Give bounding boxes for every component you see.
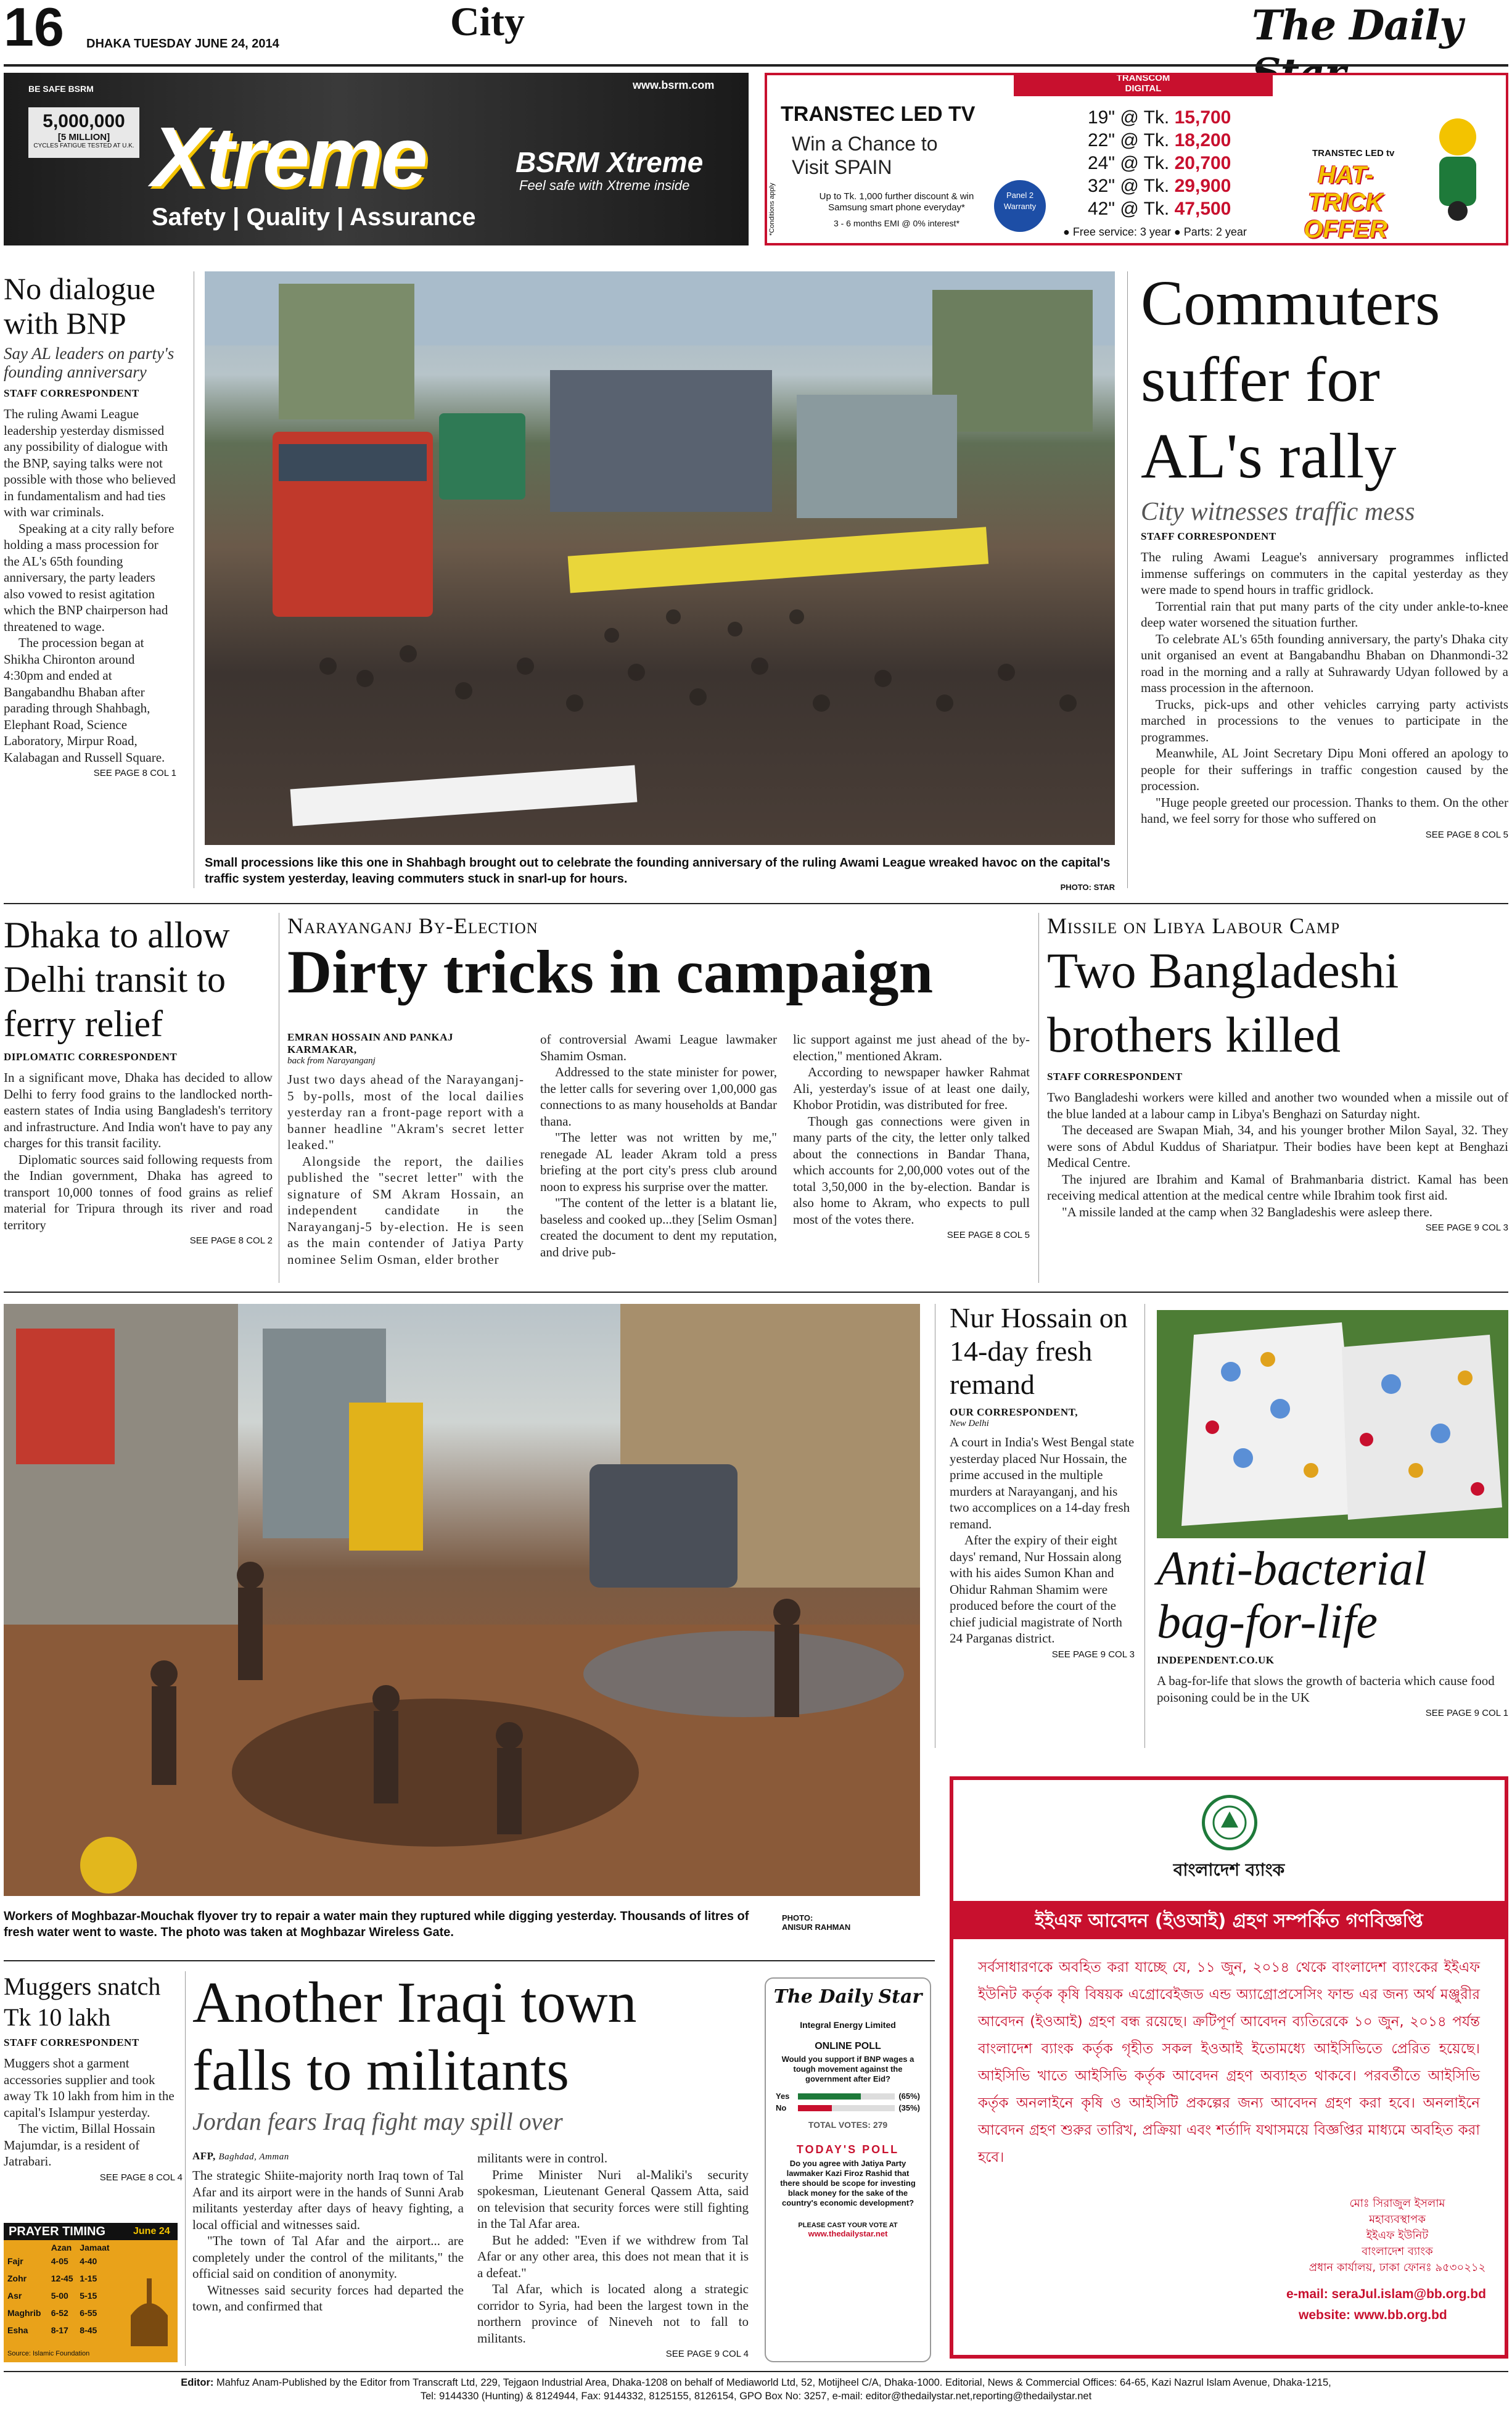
deck: Jordan fears Iraq fight may spill over — [192, 2108, 563, 2135]
transtec-brand: TRANSTEC LED TV — [781, 102, 976, 126]
paragraph: "Huge people greeted our procession. Thanks to them. On the other hand, we feel sorry for those who suffered on — [1141, 794, 1508, 826]
notice-body: সর্বসাধারণকে অবহিত করা যাচ্ছে যে, ১১ জুন, ২০১৪ থেকে বাংলাদেশ ব্যাংকের ইইএফ ইউনিট কর্তৃক কৃষি বিষয়ক এগ্রোবেইজড এন্ড অ্যাগ্রোপ্রসেসিং ফান্ড এর জন্য অর্থ মঞ্জুরীর আবেদন (ইওআই) গ্রহণ বন্ধ রয়েছে। ক্রটিপূর্ণ আবেদন ব্যতিরেকে ১০ জুন, ২০১৪ পর্যন্ত বাংলাদেশ ব্যাংক কর্তৃক গৃহীত সকল ইওআই ইতোমধ্যে আইসিভিতে প্রেরিত হয়েছে। আইসিভি খাতে আইসিভি কর্তৃক আবেদন গ্রহণ অব্যাহত থাকবে। পরবর্তীতে আইসিভি কর্তৃক অনলাইনে কৃষি ও আইসিটি প্রকল্পের জন্য আবেদন গ্রহণ করা হবে। অনলাইনে আবেদন গ্রহণ শুরুর তারিখ, প্রক্রিয়া এবং শর্তাদি যথাসময়ে বিজ্ঞপ্তির মাধ্যমে অবহিত করা হবে। — [978, 1960, 1480, 2166]
cycles-box — [28, 107, 139, 158]
story-body — [1047, 1089, 1508, 1220]
story-narayanganj — [287, 913, 1030, 1267]
paragraph: Though gas connections were given in many parts of the city, the letter only talked about the connections in Bandar Thana, which accounts for 2,00,000 votes out of the total 3,50,000 in the by-election. Bandar is also home to Akram, who expects to pull most of the votes there. — [793, 1113, 1030, 1227]
paragraph: The ruling Awami League's anniversary programmes inflicted immense sufferings on commuters in the capital yesterday as they were made to spend hours in traffic gridlock. — [1141, 550, 1508, 597]
story-body — [477, 2150, 749, 2346]
bank-name: বাংলাদেশ ব্যাংক — [1173, 1860, 1285, 1880]
paragraph: But he added: "Even if we withdrew from Tal Afar or any other area, this does not mean that it is a defeat." — [477, 2232, 749, 2280]
imprint — [4, 2376, 1508, 2403]
paragraph: The strategic Shiite-majority north Iraq town of Tal Afar and its airport were in the hands of Sunni Arab militants yesterday after days of heavy fighting, a local official and witnesses said. — [192, 2168, 464, 2232]
signatory-line: মোঃ সিরাজুল ইসলাম — [1349, 2197, 1445, 2210]
story-body — [287, 1071, 524, 1267]
see-page-link[interactable]: SEE PAGE 9 COL 4 — [665, 2349, 749, 2359]
rally-caption — [205, 855, 1115, 896]
bsrm-logo-sub: Feel safe with Xtreme inside — [519, 178, 690, 193]
poll-yes-row[interactable] — [776, 2092, 920, 2101]
paragraph: Trucks, pick-ups and other vehicles carrying party activists marched in processions to the venues to participate in the programmes. — [1141, 696, 1508, 744]
water-main-caption — [4, 1908, 774, 1940]
no-pct: (35%) — [898, 2103, 920, 2112]
bsrm-ad[interactable] — [4, 73, 749, 245]
yes-bar-fill — [798, 2093, 861, 2100]
digital-label: DIGITAL — [1125, 83, 1162, 94]
mosque-icon — [125, 2272, 174, 2346]
headline[interactable]: Muggers snatch Tk 10 lakh — [4, 1972, 161, 2031]
credit-name: ANISUR RAHMAN — [782, 1923, 851, 1932]
poll-url[interactable]: www.thedailystar.net — [808, 2229, 888, 2238]
paragraph: Meanwhile, AL Joint Secretary Dipu Moni offered an apology to people for their sufferings in traffic congestion caused by the procession. — [1141, 746, 1508, 793]
poll-results — [766, 2087, 930, 2117]
price-row: 32" @ Tk. 29,900 — [1088, 176, 1231, 196]
xtreme-tagline: Safety | Quality | Assurance — [152, 204, 476, 231]
warranty-label: Panel 2 Warranty — [1003, 191, 1037, 211]
signatory-line: ইইএফ ইউনিট — [1366, 2229, 1429, 2242]
byline: STAFF CORRESPONDENT — [4, 2037, 139, 2048]
paragraph: The deceased are Swapan Miah, 34, and his younger brother Milon Sayal, 32. They were sons of Abdul Kuddus of Shariatpur. Their bodies have been kept at Benghazi Medical Centre. — [1047, 1123, 1508, 1170]
prayer-row: Fajr 4-05 4-40 — [7, 2256, 97, 2266]
paragraph: Muggers shot a garment accessories supplier and took away Tk 10 lakh from him in the capital's Islampur yesterday. — [4, 2056, 175, 2120]
paragraph: Two Bangladeshi workers were killed and another two wounded when a missile out of the blue landed at a labour camp in Libya's Benghazi on Saturday night. — [1047, 1090, 1508, 1121]
byline: OUR CORRESPONDENT, — [950, 1406, 1078, 1418]
online-poll-box[interactable] — [765, 1977, 931, 2362]
headline[interactable]: Another Iraqi town falls to militants — [192, 1971, 637, 2103]
price-row: 22" @ Tk. 18,200 — [1088, 130, 1231, 150]
cycles-count: 5,000,000 — [43, 111, 125, 131]
water-main-photo — [4, 1304, 920, 1896]
kicker: Missile on Libya Labour Camp — [1047, 913, 1341, 938]
iraq-col-2 — [477, 2150, 749, 2359]
byline: STAFF CORRESPONDENT — [1141, 530, 1276, 542]
byline: STAFF CORRESPONDENT — [4, 387, 139, 399]
byline-names: EMRAN HOSSAIN AND PANKAJ KARMAKAR, — [287, 1031, 454, 1055]
paragraph: After the expiry of their eight days' remand, Nur Hossain along with his aides Sumon Khan and Ohidur Rahman Shamim were produced before the court of the chief judicial magistrate of North 24 Parganas district. — [950, 1533, 1122, 1646]
photo-credit — [782, 1913, 920, 1932]
paragraph: A bag-for-life that slows the growth of bacteria which cause food poisoning could be in the UK — [1157, 1673, 1495, 1705]
paragraph: "The content of the letter is a blatant lie, baseless and cooked up...they [Selim Osman] created the document to dent my reputation, and drive pub- — [540, 1195, 777, 1259]
byline-place: New Delhi — [950, 1419, 989, 1428]
header-rule — [4, 64, 1508, 67]
byline: AFP, Baghdad, Amman — [192, 2150, 289, 2162]
cycles-note: CYCLES FATIGUE TESTED AT U.K. — [33, 142, 134, 149]
prayer-source: Source: Islamic Foundation — [7, 2350, 90, 2357]
transcom-banner — [1014, 73, 1273, 96]
yes-bar-track — [798, 2093, 895, 2100]
discount-note: Up to Tk. 1,000 further discount & win Samsung smart phone everyday* — [819, 191, 974, 213]
hat-trick-offer: HAT-TRICK OFFER — [1304, 162, 1387, 243]
credit-label: PHOTO: — [782, 1913, 813, 1923]
byline: STAFF CORRESPONDENT — [1047, 1071, 1183, 1082]
deck: City witnesses traffic mess — [1141, 498, 1415, 526]
paragraph: lic support against me just ahead of the by-election," mentioned Akram. — [793, 1032, 1030, 1063]
paragraph: According to newspaper hawker Rahmat Ali, yesterday's issue of at least one daily, Khobor Protidin, was distributed for free. — [793, 1065, 1030, 1112]
prayer-timing-box — [4, 2223, 178, 2362]
page-header — [0, 0, 1512, 67]
photo-credit: PHOTO: STAR — [1060, 883, 1115, 892]
story-body — [4, 406, 176, 765]
mascot-icon — [1421, 112, 1495, 223]
headline[interactable]: Two Bangladeshi brothers killed — [1047, 942, 1399, 1063]
headline[interactable]: Anti-bacterial bag-for-life — [1157, 1541, 1427, 1648]
paragraph: Tal Afar, which is located along a strategic corridor to Syria, had been the largest town in the northern province of Nineveh not to fall to militants. — [477, 2281, 749, 2346]
prayer-table — [7, 2243, 118, 2339]
cycles-millions: [5 MILLION] — [57, 132, 110, 142]
bag-photo — [1157, 1310, 1508, 1538]
poll-question: Would you support if BNP wages a tough movement against the government after Eid? — [781, 2055, 914, 2083]
paragraph: In a significant move, Dhaka has decided to allow Delhi to ferry food grains to the landlocked north-eastern states of India using Bangladesh's territory and infrastructure. And India won't have to pay any charges for this transit facility. — [4, 1070, 273, 1150]
row-rule — [4, 1960, 935, 1961]
masthead: The Daily — [1252, 1, 1463, 49]
paragraph: The injured are Ibrahim and Kamal of Brahmanbaria district. Kamal has been receiving medical attention at the medical centre while Ibrahim took first aid. — [1047, 1171, 1508, 1203]
story-commuters — [1141, 265, 1508, 840]
see-page-link[interactable]: SEE PAGE 8 COL 5 — [1425, 829, 1508, 840]
headline[interactable]: Commuters suffer for AL's rally — [1141, 268, 1440, 492]
headline[interactable]: Dhaka to allow Delhi transit to ferry relief — [4, 915, 230, 1044]
imprint-line-2: Tel: 9144330 (Hunting) & 8124944, Fax: 9144332, 8125155, 8126154, GPO Box No: 3257, e-mail: editor@thedailystar.net,reporting@thedailystar.net — [420, 2391, 1092, 2402]
column-divider — [1038, 913, 1039, 1283]
paragraph: The ruling Awami League leadership yesterday dismissed any possibility of dialogue with the BNP, saying talks were not possible with those who believed in fundamentalism and had ties with war criminals. — [4, 406, 176, 519]
byline-from: back from Narayanganj — [287, 1056, 376, 1066]
offer-brand: TRANSTEC LED tv — [1312, 148, 1395, 159]
story-body — [793, 1031, 1030, 1227]
paragraph: The victim, Billal Hossain Majumdar, is a resident of Jatrabari. — [4, 2121, 155, 2169]
rally-photo — [205, 271, 1115, 845]
warranty-badge — [994, 180, 1046, 232]
bsrm-logo: BSRM Xtreme — [516, 146, 704, 178]
row-rule — [4, 903, 1508, 904]
today-poll-title: TODAY'S POLL — [796, 2143, 900, 2156]
paragraph: Torrential rain that put many parts of the city under ankle-to-knee deep water worsened the situation further. — [1141, 598, 1508, 630]
caption-text: Workers of Moghbazar-Mouchak flyover try to repair a water main they ruptured while digging yesterday. Thousands of litres of fresh water went to waste. The photo was taken at Moghbazar Wireless Gate. — [4, 1910, 749, 1939]
iraq-col-1 — [192, 2150, 464, 2315]
paragraph: A court in India's West Bengal state yesterday placed Nur Hossain, the prime accused in the multiple murders at Narayanganj, and his two accomplices on a 14-day fresh remand. — [950, 1435, 1135, 1531]
bsrm-badge: BE SAFE BSRM — [28, 84, 94, 94]
see-page-link[interactable]: SEE PAGE 8 COL 4 — [99, 2172, 183, 2183]
story-body — [950, 1434, 1135, 1647]
poll-no-row[interactable] — [776, 2103, 920, 2112]
notice-email[interactable]: e-mail: seraJul.islam@bb.org.bd — [1286, 2287, 1486, 2301]
story-body — [4, 2055, 183, 2170]
prayer-title: PRAYER TIMING — [9, 2225, 106, 2238]
paragraph: "A missile landed at the camp when 32 Bangladeshis were asleep there. — [1062, 1204, 1433, 1219]
yes-pct: (65%) — [898, 2092, 920, 2101]
deck: Say AL leaders on party's founding anniversary — [4, 344, 175, 381]
paragraph: "The town of Tal Afar and the airport... are completely under the control of the militants," the official said on condition of anonymity. — [192, 2233, 464, 2281]
see-page-link[interactable]: SEE PAGE 8 COL 2 — [189, 1235, 273, 1246]
narayanganj-col-1 — [287, 1031, 524, 1267]
notice-title: ইইএফ আবেদন (ইওআই) গ্রহণ সম্পর্কিত গণবিজ্ঞপ্তি — [1035, 1910, 1423, 1932]
bsrm-url[interactable]: www.bsrm.com — [633, 79, 715, 91]
column-divider — [1127, 271, 1128, 888]
water-main-scene — [4, 1304, 920, 1896]
column-divider — [185, 1971, 186, 2366]
paragraph: The procession began at Shikha Chironton around 4:30pm and ended at Bangabandhu Bhaban after parading through Shahbagh, Elephant Road, Science Laboratory, Mirpur Road, Kalabagan and Russell Square. — [4, 635, 165, 765]
kicker: Narayanganj By-Election — [287, 913, 538, 938]
caption-text: Small processions like this one in Shahbagh brought out to celebrate the founding anniversary of the ruling Awami League wreaked havoc on the capital's traffic system yesterday, leaving commuters stuck in snarl-up for hours. — [205, 856, 1111, 886]
story-muggers — [4, 1971, 183, 2183]
paragraph: militants were in control. — [477, 2151, 608, 2166]
yes-label: Yes — [776, 2092, 790, 2101]
bb-logo-icon — [1202, 1795, 1257, 1850]
story-body — [192, 2167, 464, 2315]
story-body — [1157, 1673, 1508, 1705]
prayer-date: June 24 — [133, 2226, 170, 2236]
signatory-line: মহাব্যবস্থাপক — [1369, 2213, 1426, 2226]
paragraph: Witnesses said security forces had departed the town, and confirmed that — [192, 2282, 464, 2314]
paragraph: Addressed to the state minister for power, the letter calls for severing over 1,00,000 gas connections to as many households at Bandar thana. — [540, 1065, 777, 1129]
no-label: No — [776, 2103, 787, 2112]
no-bar-track — [798, 2105, 895, 2111]
page-number: 16 — [4, 0, 64, 57]
transtec-ad[interactable] — [765, 73, 1508, 245]
no-bar-fill — [798, 2105, 832, 2111]
see-page-link[interactable]: SEE PAGE 8 COL 5 — [947, 1230, 1030, 1240]
column-divider — [1144, 1304, 1145, 1748]
see-page-link[interactable]: SEE PAGE 9 COL 3 — [1051, 1649, 1135, 1660]
poll-title: ONLINE POLL — [815, 2041, 881, 2051]
headline[interactable]: No dialogue with BNP — [4, 271, 155, 340]
narayanganj-col-2 — [540, 1031, 777, 1260]
footer-rule — [4, 2371, 1508, 2372]
total-votes: TOTAL VOTES: 279 — [808, 2120, 888, 2130]
spain-chance: Win a Chance to Visit SPAIN — [792, 133, 938, 178]
today-poll-question: Do you agree with Jatiya Party lawmaker Kazi Firoz Rashid that there should be scope for investing black money for the sake of the country's economic development? — [780, 2159, 916, 2207]
story-body — [4, 1069, 273, 1233]
signatory-line: প্রধান কার্যালয়, ঢাকা ফোনঃ ৯৫৩০২১২ — [1309, 2261, 1486, 2274]
story-nur — [950, 1301, 1135, 1660]
paragraph: Alongside the report, the dailies published the "secret letter" with the signature of SM Akram Hossain, an independent candidate in the Narayanganj-5 by-election. He is seen as the main contender of Jatiya Party nominee Selim Osman, elder brother — [287, 1153, 524, 1267]
story-bag — [1157, 1542, 1508, 1718]
see-page-link[interactable]: SEE PAGE 9 COL 3 — [1425, 1222, 1508, 1233]
paragraph: Diplomatic sources said following requests from the Indian government, Dhaka has agreed to transport 10,000 tonnes of food grains as relief material for Tripura through its river and road territory — [4, 1152, 273, 1232]
imprint-line-1: Editor: Mahfuz Anam-Published by the Editor from Transcraft Ltd, 229, Tejgaon Industrial Area, Dhaka-1208 on behalf of Mediaworld Ltd, 52, Motijheel C/A, Dhaka-1000. Editorial, News & Commercial Offices: 64-65, Kazi Nazrul Islam Avenue, Dhaka-1215, — [181, 2377, 1331, 2388]
paragraph: Prime Minister Nuri al-Maliki's security spokesman, Lieutenant General Qassem Atta, said on television that security forces were still fighting in the Tal Afar area. — [477, 2167, 749, 2231]
poll-masthead: The Daily Star — [773, 1986, 922, 2008]
poll-sponsor: Integral Energy Limited — [800, 2020, 896, 2030]
headline[interactable]: Nur Hossain on 14-day fresh remand — [950, 1302, 1128, 1400]
transcom-label: TRANSCOM — [1116, 73, 1170, 83]
prayer-row: Asr 5-00 5-15 — [7, 2291, 97, 2301]
prayer-header-row: Azan Jamaat — [51, 2243, 110, 2252]
notice-signatory — [1299, 2196, 1496, 2276]
story-libya — [1047, 913, 1508, 1233]
section-title: City — [450, 0, 525, 44]
see-page-link[interactable]: SEE PAGE 8 COL 1 — [93, 768, 176, 778]
signatory-line: বাংলাদেশ ব্যাংক — [1362, 2245, 1433, 2258]
conditions-note: *Conditions apply — [768, 183, 776, 236]
story-body — [1141, 549, 1508, 827]
narayanganj-col-3 — [793, 1031, 1030, 1240]
paragraph: "The letter was not written by me," renegade AL leader Akram told a press briefing at the port city's press club around noon to express his surprise over the matter. — [540, 1130, 777, 1194]
xtreme-brand: Xtreme — [152, 110, 425, 205]
service-note: ● Free service: 3 year ● Parts: 2 year — [1063, 226, 1247, 238]
cast-vote-label: PLEASE CAST YOUR VOTE AT — [798, 2222, 898, 2229]
story-delhi — [4, 913, 273, 1246]
bag-photo-scene — [1157, 1310, 1508, 1538]
story-iraq — [192, 1969, 750, 2142]
headline[interactable]: Dirty tricks in campaign — [287, 938, 934, 1006]
rally-photo-scene — [205, 271, 1115, 845]
price-list — [1088, 106, 1248, 220]
price-row: 24" @ Tk. 20,700 — [1088, 153, 1231, 173]
story-bnp — [4, 271, 176, 778]
byline: DIPLOMATIC CORRESPONDENT — [4, 1051, 178, 1063]
price-row: 42" @ Tk. 47,500 — [1088, 199, 1231, 219]
paragraph: Just two days ahead of the Narayanganj-5 by-polls, most of the local dailies yesterday ran a front-page report with a banner headline "Akram's secret letter leaked." — [287, 1072, 524, 1152]
paragraph: To celebrate AL's 65th founding anniversary, the party's Dhaka city unit organised an event at Bangabandhu Bhaban on Dhanmondi-32 road in the morning and a rally at Suhrawardy Udyan followed by a mass procession in the afternoon. — [1141, 631, 1508, 695]
source: INDEPENDENT.CO.UK — [1157, 1654, 1275, 1666]
dateline: DHAKA TUESDAY JUNE 24, 2014 — [86, 37, 279, 51]
prayer-row: Esha 8-17 8-45 — [7, 2325, 97, 2335]
row-rule — [4, 1292, 1508, 1293]
paragraph: of controversial Awami League lawmaker Shamim Osman. — [540, 1032, 777, 1063]
bb-notice-ad[interactable] — [950, 1776, 1508, 2359]
notice-website[interactable]: website: www.bb.org.bd — [1299, 2308, 1447, 2322]
paragraph: Speaking at a city rally before holding a mass procession for the AL's 65th founding anniversary, the party leaders also vowed to resist agitation which the BNP chairperson had threatened to wage. — [4, 521, 175, 634]
price-row: 19" @ Tk. 15,700 — [1088, 107, 1231, 128]
prayer-row: Maghrib 6-52 6-55 — [7, 2308, 97, 2318]
prayer-row: Zohr 12-45 1-15 — [7, 2273, 97, 2283]
emi-note: 3 - 6 months EMI @ 0% interest* — [833, 218, 960, 228]
see-page-link[interactable]: SEE PAGE 9 COL 1 — [1425, 1708, 1508, 1718]
